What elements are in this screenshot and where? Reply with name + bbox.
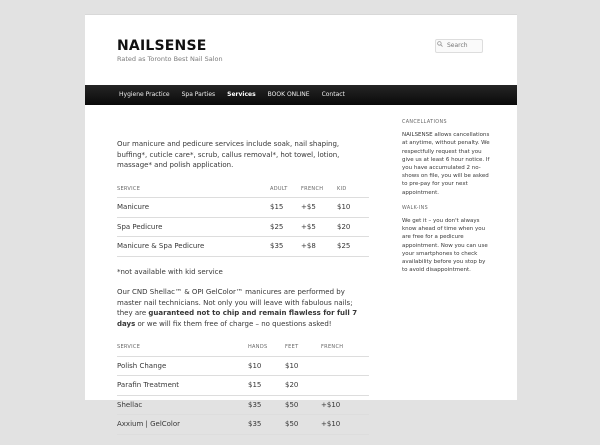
table-cell: $25 [270,217,301,237]
table-cell: Manicure [117,198,270,218]
table-cell: +$10 [321,415,369,435]
nav-item-services[interactable]: Services [227,91,256,98]
table-cell [321,376,369,396]
table-header: SERVICE [117,339,248,356]
nav-item-contact[interactable]: Contact [321,91,345,98]
table-cell: $15 [248,376,285,396]
table-cell: +$5 [301,217,337,237]
table-row [117,415,369,435]
table-cell: Spa Pedicure [117,217,270,237]
cancellations-widget [402,119,492,197]
intro-paragraph: Our manicure and pedicure services include soak, nail shaping, buffing*, cuticle care*, scrub, callus removal*, hot towel, lotion, massage* and polish application. [117,140,340,169]
table-header: FRENCH [301,181,337,198]
services-table [117,181,369,257]
table-cell: Shellac [117,395,248,415]
table-cell: $50 [285,415,321,435]
table-cell: Manicure & Spa Pedicure [117,237,270,257]
guarantee-text: guaranteed not to chip and remain flawless for full 7 days [117,309,358,328]
table-cell: Polish Change [117,356,248,376]
nav-item-book-online[interactable]: BOOK ONLINE [267,91,310,98]
widget-title: CANCELLATIONS [402,120,447,125]
table-row [117,356,369,376]
widget-title: WALK-INS [402,205,429,211]
table-header: FEET [285,339,321,356]
table-cell: $35 [270,237,301,257]
table-header: SERVICE [117,181,270,198]
walkins-widget [402,205,492,275]
table-cell: +$8 [301,237,337,257]
table-cell: Parafin Treatment [117,376,248,396]
table-header: FRENCH [321,339,369,356]
nav-item-hygiene-practice[interactable]: Hygiene Practice [119,91,170,98]
site-description: Rated as Toronto Best Nail Salon [117,55,223,63]
search-input[interactable] [447,42,479,49]
gel-services-table [117,339,369,435]
table-cell: $35 [248,415,285,435]
table-cell: $20 [337,217,369,237]
widget-text: NAILSENSE allows cancellations at anytime, without penalty. We respectfully request that you give us at least 6 hour notice. If you have accumulated 2 no-shows on file, you will be asked to pre-pay for your next appointment. [402,132,490,196]
table-row [117,237,369,257]
table-row [117,217,369,237]
table-header: HANDS [248,339,285,356]
search-icon [437,41,443,47]
table-cell: $35 [248,395,285,415]
kid-service-note: *not available with kid service [117,267,223,276]
page [85,14,517,428]
table-cell: +$5 [301,198,337,218]
sidebar [402,119,492,282]
site-title[interactable]: NAILSENSE [117,38,207,54]
table-cell: Axxium | GelColor [117,415,248,435]
table-cell: $15 [270,198,301,218]
shellac-paragraph [117,287,369,329]
table-cell [321,356,369,376]
table-row [117,395,369,415]
table-cell: $10 [285,356,321,376]
table-cell: $25 [337,237,369,257]
main-content [117,139,369,445]
widget-text: We get it – you don't always know ahead of time when you are free for a pedicure appointment. Now you can use your smartphones to check availability before you stop by to avoid disappointment. [402,218,488,274]
table-cell: +$10 [321,395,369,415]
main-navigation [85,85,517,105]
table-cell: $50 [285,395,321,415]
table-cell: $10 [337,198,369,218]
nav-item-spa-parties[interactable]: Spa Parties [181,91,216,98]
table-row [117,198,369,218]
table-row [117,376,369,396]
shellac-text-end: or we will fix them free of charge – no questions asked! [135,319,332,328]
table-header: ADULT [270,181,301,198]
table-cell: $10 [248,356,285,376]
table-header: KID [337,181,369,198]
shellac-text: Our CND Shellac™ & OPI GelColor™ manicures are performed by master nail technicians. Not only you will leave with fabulous nails; they are [117,288,353,317]
table-cell: $20 [285,376,321,396]
